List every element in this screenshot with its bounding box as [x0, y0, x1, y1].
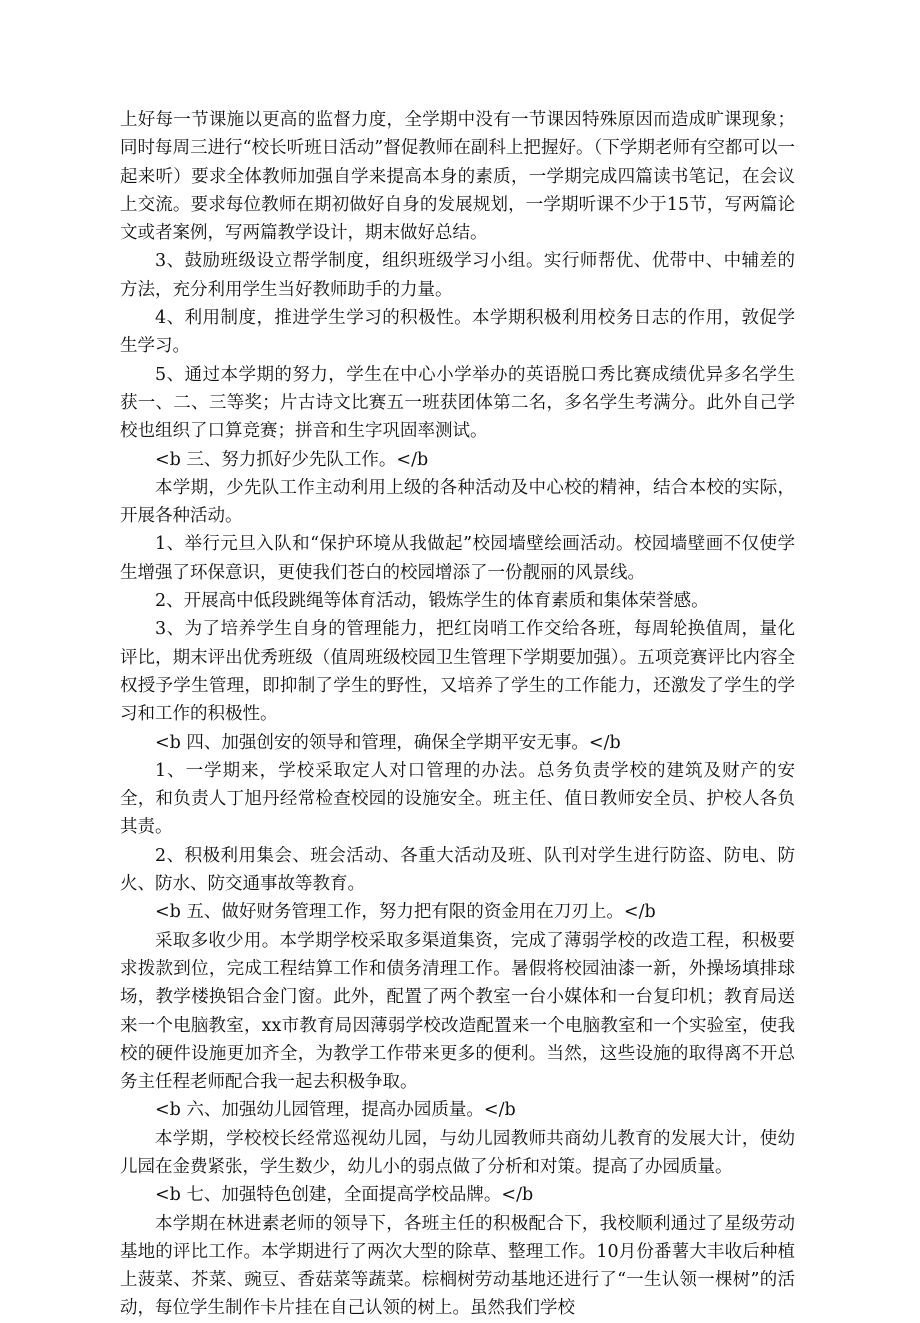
paragraph: 本学期，学校校长经常巡视幼儿园，与幼儿园教师共商幼儿教育的发展大计，使幼儿园在金费紧张，学生数少，幼儿小的弱点做了分析和对策。提高了办园质量。 [120, 1128, 795, 1177]
paragraph: 采取多收少用。本学期学校采取多渠道集资，完成了薄弱学校的改造工程，积极要求拨款到位，完成工程结算工作和债务清理工作。暑假将校园油漆一新，外操场填排球场，教学楼换铝合金门窗。此外，配置了两个教室一台小媒体和一台复印机；教育局送来一个电脑教室，xx市教育局因薄弱学校改造配置来一个电脑教室和一个实验室，使我校的硬件设施更加齐全，为教学工作带来更多的便利。当然，这些设施的取得离不开总务主任程老师配合我一起去积极争取。 [120, 930, 795, 1093]
paragraph: 3、为了培养学生自身的管理能力，把红岗哨工作交给各班，每周轮换值周，量化评比，期末评出优秀班级（值周班级校园卫生管理下学期要加强）。五项竞赛评比内容全权授予学生管理，即抑制了学生的野性，又培养了学生的工作能力，还激发了学生的学习和工作的积极性。 [120, 619, 795, 725]
paragraph: 2、积极利用集会、班会活动、各重大活动及班、队刊对学生进行防盗、防电、防火、防水、防交通事故等教育。 [120, 845, 795, 895]
paragraph: 本学期在林进素老师的领导下，各班主任的积极配合下，我校顺利通过了星级劳动基地的评比工作。本学期进行了两次大型的除草、整理工作。10月份番薯大丰收后种植上菠菜、芥菜、豌豆、香菇菜等蔬菜。棕榈树劳动基地还进行了“一生认领一棵树”的活动，每位学生制作卡片挂在自己认领的树上。虽然我们学校 [120, 1213, 795, 1319]
document-body [120, 106, 795, 1323]
paragraph: 上好每一节课施以更高的监督力度，全学期中没有一节课因特殊原因而造成旷课现象；同时每周三进行“校长听班日活动”督促教师在副科上把握好。（下学期老师有空都可以一起来听）要求全体教师加强自学来提高本身的素质，一学期完成四篇读书笔记，在会议上交流。要求每位教师在期初做好自身的发展规划，一学期听课不少于15节，写两篇论文或者案例，写两篇教学设计，期末做好总结。 [120, 110, 795, 244]
section-heading: <b 七、加强特色创建，全面提高学校品牌。</b [155, 1185, 534, 1206]
paragraph: 本学期，少先队工作主动利用上级的各种活动及中心校的精神，结合本校的实际，开展各种活动。 [120, 477, 795, 527]
paragraph: 4、利用制度，推进学生学习的积极性。本学期积极利用校务日志的作用，敦促学生学习。 [120, 308, 795, 357]
paragraph: 3、鼓励班级设立帮学制度，组织班级学习小组。实行师帮优、优带中、中辅差的方法，充分利用学生当好教师助手的力量。 [120, 251, 795, 300]
section-heading: <b 五、做好财务管理工作，努力把有限的资金用在刀刃上。</b [155, 902, 656, 923]
paragraph: 5、通过本学期的努力，学生在中心小学举办的英语脱口秀比赛成绩优异多名学生获一、二、三等奖；片古诗文比赛五一班获团体第二名，多名学生考满分。此外自己学校也组织了口算竞赛；拼音和生字巩固率测试。 [120, 364, 795, 442]
section-heading: <b 三、努力抓好少先队工作。</b [155, 449, 429, 470]
paragraph: 2、开展高中低段跳绳等体育活动，锻炼学生的体育素质和集体荣誉感。 [155, 591, 709, 612]
section-heading: <b 六、加强幼儿园管理，提高办园质量。</b [155, 1100, 516, 1121]
paragraph: 1、举行元旦入队和“保护环境从我做起”校园墙壁绘画活动。校园墙壁画不仅使学生增强了环保意识，更使我们苍白的校园增添了一份靓丽的风景线。 [120, 534, 795, 583]
section-heading: <b 四、加强创安的领导和管理，确保全学期平安无事。</b [155, 732, 621, 753]
paragraph: 1、一学期来，学校采取定人对口管理的办法。总务负责学校的建筑及财产的安全，和负责人丁旭丹经常检查校园的设施安全。班主任、值日教师安全员、护校人各负其责。 [120, 760, 795, 838]
